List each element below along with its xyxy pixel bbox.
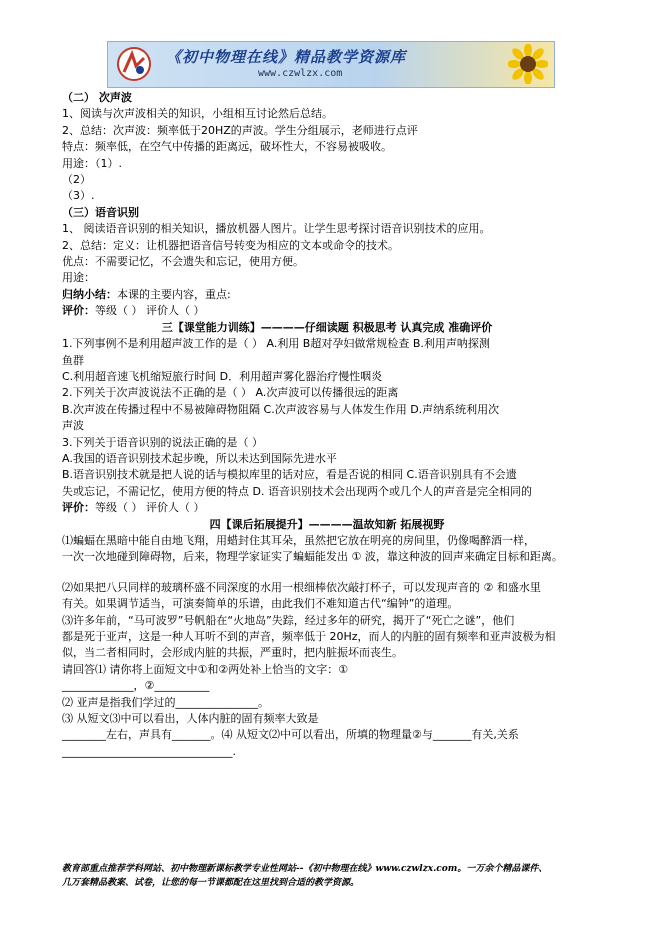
document-body	[62, 90, 592, 760]
text-line: 2.下列关于次声波说法不正确的是（ ） A.次声波可以传播很远的距离	[62, 386, 399, 400]
text-line: （3）.	[62, 189, 95, 203]
text-line: 声波	[62, 419, 84, 433]
text-line: 3.下列关于语音识别的说法正确的是（ ）	[62, 435, 263, 449]
text-line: 优点：不需要记忆，不会遗失和忘记，使用方便。	[62, 255, 304, 269]
text-line: B.语音识别技术就是把人说的话与模拟库里的话对应，看是否说的相同 C.语音识别具有不会遗	[62, 468, 517, 482]
text-line: 1、阅读与次声波相关的知识，小组相互讨论然后总结。	[62, 107, 333, 121]
text-line: 用途：	[62, 271, 95, 285]
text-line: _____________，②__________	[62, 679, 210, 693]
text-line	[62, 303, 592, 319]
text-line: A.我国的语音识别技术起步晚，所以未达到国际先进水平	[62, 451, 337, 465]
label-rest: 等级（ ） 评价人（ ）	[95, 304, 205, 318]
text-line: ⑵ 亚声是指我们学过的_______________。	[62, 695, 269, 709]
text-line: （二） 次声波	[62, 91, 132, 104]
text-line: 1、 阅读语音识别的相关知识，播放机器人图片。让学生思考探讨语音识别技术的应用。	[62, 222, 491, 236]
text-line: 特点：频率低，在空气中传播的距离远，破坏性大，不容易被吸收。	[62, 140, 392, 154]
text-line: ⑶ 从短文⑶中可以看出，人体内脏的固有频率大致是	[62, 712, 319, 726]
text-line	[62, 500, 592, 516]
label-prefix: 评价：	[62, 501, 95, 515]
footer-line-2: 几万套精品教案、试卷，让您的每一节课都配在这里找到合适的教学资源。	[62, 878, 360, 888]
header-banner	[107, 41, 555, 88]
text-line: 四【课后拓展提升】————温故知新 拓展视野	[209, 517, 445, 531]
text-line: 2、总结：定义：让机器把语音信号转变为相应的文本或命令的技术。	[62, 238, 399, 252]
logo-icon	[116, 46, 152, 82]
text-line	[62, 566, 592, 580]
banner-title: 《初中物理在线》精品教学资源库	[166, 48, 407, 66]
text-line: 失或忘记，不需记忆，使用方便的特点 D. 语音识别技术会出现两个或几个人的声音是完全相同的	[62, 484, 532, 498]
text-line: 1.下列事例不是利用超声波工作的是（ ） A.利用 B超对孕妇做常规检查 B.利用声呐探测	[62, 337, 490, 351]
text-line: ________左右，声具有_______。⑷ 从短文⑵中可以看出，所填的物理量②与_______有关,关系	[62, 728, 519, 742]
text-line: ⑴蝙蝠在黑暗中能自由地飞翔，用蜡封住其耳朵，虽然把它放在明亮的房间里，仍像喝醉酒一样，	[62, 533, 535, 547]
text-line: 都是死于亚声，这是一种人耳听不到的声音，频率低于 20Hz，而人的内脏的固有频率和亚声波极为相	[62, 630, 556, 643]
label-prefix: 归纳小结：	[62, 287, 117, 301]
text-line: （三）语音识别	[62, 205, 139, 219]
text-line: 一次一次地碰到障碍物，后来，物理学家证实了蝙蝠能发出 ① 波，靠这种波的回声来确定目标和距离。	[62, 550, 563, 564]
page-footer	[62, 862, 602, 890]
label-rest: 等级（ ） 评价人（ ）	[95, 501, 205, 515]
text-line: 鱼群	[62, 353, 84, 367]
text-line: 似，当二者相同时，会形成内脏的共振，严重时，把内脏振坏而丧生。	[62, 646, 403, 660]
text-line: 用途：（1）.	[62, 156, 122, 170]
footer-line-1: 教育部重点推荐学科网站、初中物理新课标教学专业性网站--《初中物理在线》www.czwlzx.com。一万余个精品课件、	[62, 864, 548, 874]
text-line: （2）	[62, 173, 91, 187]
label-rest: 本课的主要内容，重点:	[117, 287, 231, 301]
text-line: _______________________________.	[62, 744, 236, 758]
text-line: 请回答⑴ 请你将上面短文中①和②两处补上恰当的文字：①	[62, 662, 349, 676]
text-line: C.利用超音速飞机缩短旅行时间 D．利用超声雾化器治疗慢性咽炎	[62, 369, 383, 383]
banner-url[interactable]: www.czwlzx.com	[258, 68, 343, 79]
text-line: B.次声波在传播过程中不易被障碍物阻隔 C.次声波容易与人体发生作用 D.声纳系统利用次	[62, 402, 500, 416]
text-line: 2、总结：次声波：频率低于20HZ的声波。学生分组展示，老师进行点评	[62, 123, 418, 137]
sunflower-icon	[508, 44, 548, 84]
label-prefix: 评价：	[62, 304, 95, 318]
text-line: ⑵如果把八只同样的玻璃杯盛不同深度的水用一根细棒依次敲打杯子，可以发现声音的 ② 和盛水里	[62, 580, 541, 594]
text-line: 三【课堂能力训练】————仔细读题 积极思考 认真完成 准确评价	[161, 320, 493, 334]
text-line: 有关。如果调节适当，可演奏简单的乐谱，由此我们不难知道古代“编钟”的道理。	[62, 597, 459, 611]
text-line: ⑶许多年前，“马可波罗”号帆船在“火地岛”失踪，经过多年的研究，揭开了“死亡之谜”，他们	[62, 613, 515, 627]
text-line	[62, 287, 592, 303]
